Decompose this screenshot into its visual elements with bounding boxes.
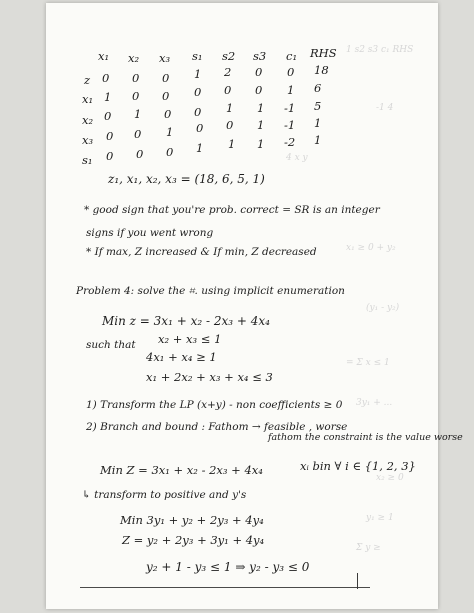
underline-tick	[357, 573, 358, 589]
table-cell: 0	[162, 71, 170, 85]
table-cell: 2	[224, 65, 232, 79]
table-cell: 0	[194, 85, 202, 99]
table-cell: 0	[226, 118, 234, 132]
tableau-header: x₁	[98, 49, 110, 63]
constraint-3: x₁ + 2x₂ + x₃ + x₄ ≤ 3	[146, 370, 273, 384]
table-cell: 1	[194, 67, 202, 81]
bleed-through-4: (y₁ - y₂)	[366, 303, 400, 313]
table-cell: 0	[194, 105, 202, 119]
table-cell: 1	[257, 137, 265, 151]
table-cell: 18	[314, 63, 329, 77]
note-signs-wrong: signs if you went wrong	[86, 227, 214, 239]
table-cell: 0	[106, 149, 114, 163]
row-label: s₁	[82, 153, 93, 167]
table-cell: 1	[257, 101, 265, 115]
table-cell: 1	[228, 137, 236, 151]
y-equation: Z = y₂ + 2y₃ + 3y₁ + 4y₄	[122, 533, 265, 547]
bleed-through-7: x₂ ≥ 0	[376, 473, 404, 483]
tableau-header: RHS	[310, 46, 337, 60]
table-cell: 0	[134, 127, 142, 141]
such-that-label: such that	[86, 339, 136, 351]
tableau-header: s3	[253, 49, 267, 63]
table-cell: 1	[287, 83, 295, 97]
tableau-header: s2	[222, 49, 236, 63]
note-max-min: * If max, Z increased & If min, Z decreased	[86, 246, 317, 258]
bleed-through-6: 3y₁ + ...	[356, 398, 393, 408]
tableau-header: s₁	[192, 49, 203, 63]
tableau-header: x₂	[128, 51, 140, 65]
row-label: x₂	[82, 113, 94, 127]
table-cell: 0	[255, 83, 263, 97]
bleed-through-5: = Σ x ≤ 1	[346, 358, 390, 368]
table-cell: 0	[132, 71, 140, 85]
bleed-through-3: x₁ ≥ 0 + y₂	[346, 243, 396, 253]
table-cell: 1	[226, 101, 234, 115]
table-cell: -1	[284, 118, 296, 132]
step-fathom-note: fathom the constraint is the value worse	[268, 432, 463, 443]
bleed-through-2: -1 4	[376, 103, 394, 113]
table-cell: 0	[196, 121, 204, 135]
problem4-title: Problem 4: solve the ⌗. using implicit enumeration	[76, 285, 345, 297]
transform-note: ↳ transform to positive and y's	[82, 489, 247, 501]
table-cell: 0	[102, 71, 110, 85]
table-cell: 0	[255, 65, 263, 79]
table-cell: 1	[314, 116, 322, 130]
tableau-header: x₃	[159, 51, 171, 65]
table-cell: 0	[132, 89, 140, 103]
table-cell: 1	[104, 90, 112, 104]
row-label: x₃	[82, 133, 94, 147]
table-cell: 1	[257, 118, 265, 132]
table-cell: 0	[136, 147, 144, 161]
table-cell: 0	[106, 129, 114, 143]
bleed-through-1: 1 s2 s3 c₁ RHS	[346, 45, 414, 55]
solution-line: z₁, x₁, x₂, x₃ = (18, 6, 5, 1)	[108, 172, 265, 186]
table-cell: 1	[196, 141, 204, 155]
row-label: z	[84, 73, 91, 87]
table-cell: 5	[314, 99, 322, 113]
table-cell: 0	[162, 89, 170, 103]
bleed-through-8: y₁ ≥ 1	[366, 513, 394, 523]
constraint-2: 4x₁ + x₄ ≥ 1	[146, 350, 217, 364]
table-cell: 0	[224, 83, 232, 97]
bleed-through-10: 4 x y	[286, 153, 308, 163]
note-good-sign: * good sign that you're prob. correct = SR is an integer	[84, 204, 380, 216]
table-cell: -2	[284, 135, 296, 149]
table-cell: 0	[287, 65, 295, 79]
notebook-page	[46, 3, 463, 609]
underline-rule	[80, 587, 370, 588]
y-constraint: y₂ + 1 - y₃ ≤ 1 ⇒ y₂ - y₃ ≤ 0	[146, 560, 310, 574]
table-cell: 0	[104, 109, 112, 123]
step-branch-bound: 2) Branch and bound : Fathom → feasible , worse	[86, 421, 348, 433]
table-cell: 6	[314, 81, 322, 95]
bleed-through-9: Σ y ≥	[356, 543, 381, 553]
table-cell: 1	[134, 107, 142, 121]
table-cell: 0	[166, 145, 174, 159]
objective-function-2: Min Z = 3x₁ + x₂ - 2x₃ + 4x₄	[100, 463, 263, 477]
variable-domain: xᵢ bin ∀ i ∈ {1, 2, 3}	[300, 459, 416, 473]
table-cell: 1	[314, 133, 322, 147]
y-objective: Min 3y₁ + y₂ + 2y₃ + 4y₄	[120, 513, 264, 527]
row-label: x₁	[82, 92, 94, 106]
constraint-1: x₂ + x₃ ≤ 1	[158, 332, 222, 346]
table-cell: 0	[164, 107, 172, 121]
objective-function: Min z = 3x₁ + x₂ - 2x₃ + 4x₄	[102, 314, 270, 328]
table-cell: 1	[166, 125, 174, 139]
tableau-header: c₁	[286, 49, 298, 63]
table-cell: -1	[284, 101, 296, 115]
step-transform: 1) Transform the LP (x+y) - non coefficients ≥ 0	[86, 399, 343, 411]
